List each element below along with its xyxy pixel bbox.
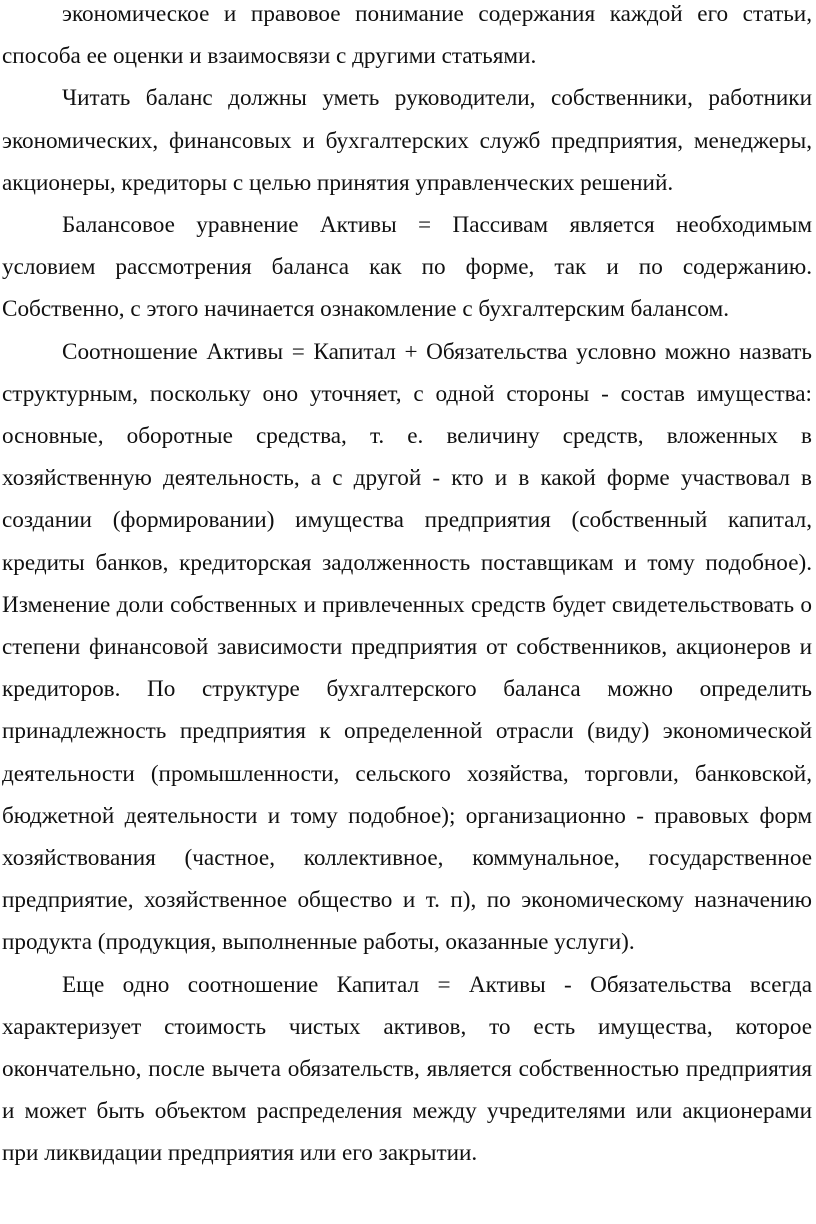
paragraph-balance-equation: Балансовое уравнение Активы = Пассивам является необходимым условием рассмотрения баланса как по форме, так и по содержанию. Собственно, с этого начинается ознакомление с бухгалтерским балансом.: [2, 212, 812, 323]
paragraph-structural-ratio: Соотношение Активы = Капитал + Обязательства условно можно назвать структурным, поскольку оно уточняет, с одной стороны - состав имущества: основные, оборотные средства, т. е. величину средств, вложенных в хозяйственную деятельность, а с другой - кто и в какой форме участвовал в создании (формировании) имущества предприятия (собственный капитал, кредиты банков, кредиторская задолженность поставщикам и тому подобное). Изменение доли собственных и привлеченных средств будет свидетельствовать о степени финансовой зависимости предприятия от собственников, акционеров и кредиторов. По структуре бухгалтерского баланса можно определить принадлежность предприятия к определенной отрасли (виду) экономической деятельности (промышленности, сельского хозяйства, торговли, банковской, бюджетной деятельности и тому подобное); организационно - правовых форм хозяйствования (частное, коллективное, коммунальное, государственное предприятие, хозяйственное общество и т. п), по экономическому назначению продукта (продукция, выполненные работы, оказанные услуги).: [2, 338, 812, 956]
paragraph-who-reads-balance: Читать баланс должны уметь руководители, собственники, работники экономических, финансовых и бухгалтерских служб предприятия, менеджеры, акционеры, кредиторы с целью принятия управленческих решений.: [2, 85, 812, 196]
paragraph-continuation: экономическое и правовое понимание содержания каждой его статьи, способа ее оценки и взаимосвязи с другими статьями.: [2, 1, 812, 70]
paragraph-net-assets: Еще одно соотношение Капитал = Активы - Обязательства всегда характеризует стоимость чистых активов, то есть имущества, которое окончательно, после вычета обязательств, является собственностью предприятия и может быть объектом распределения между учредителями или акционерами при ликвидации предприятия или его закрытии.: [2, 971, 812, 1167]
